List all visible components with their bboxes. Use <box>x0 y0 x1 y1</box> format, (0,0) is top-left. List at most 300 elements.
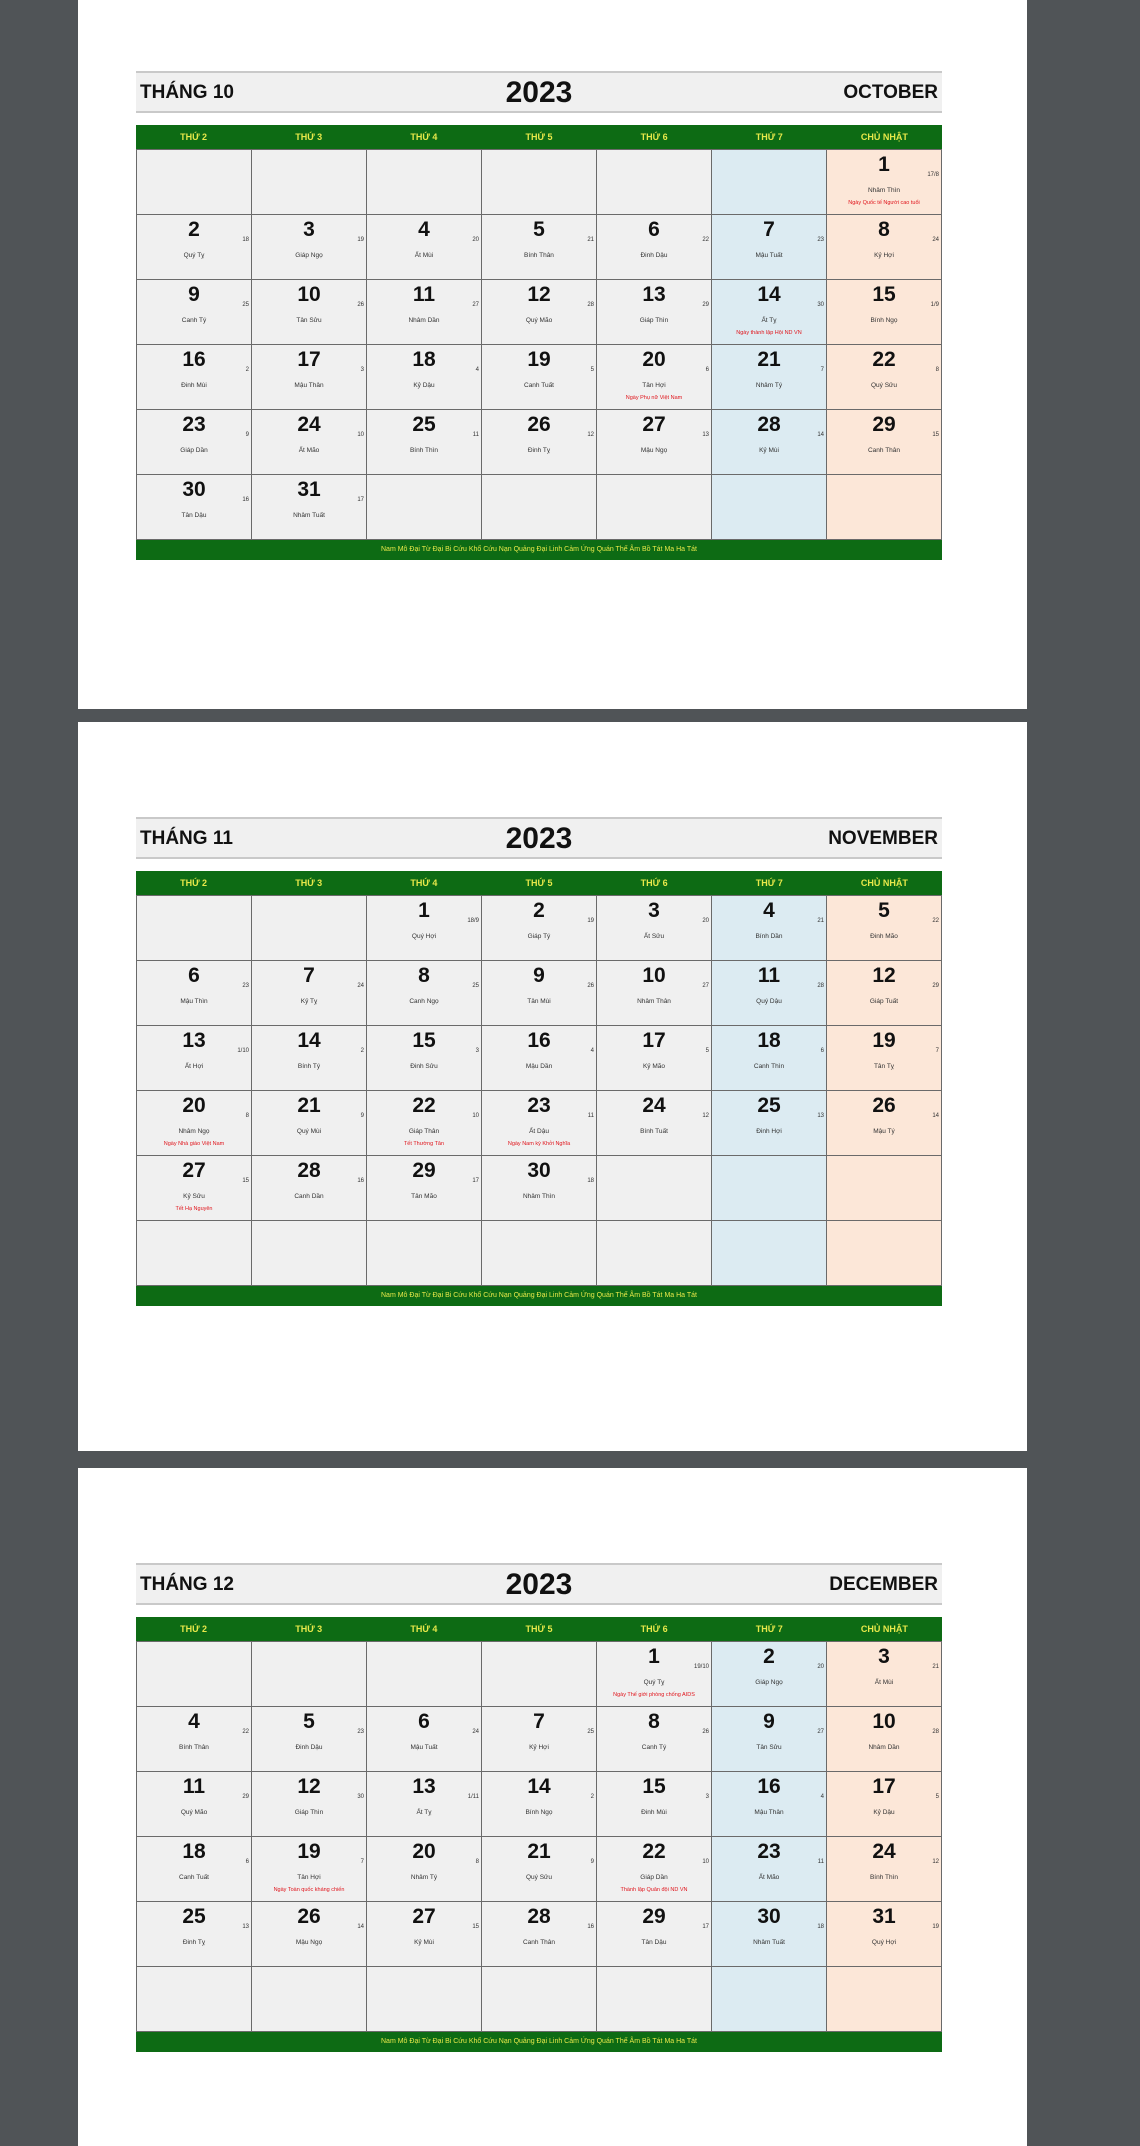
day-cell <box>367 150 482 215</box>
day-cell[interactable] <box>137 1837 252 1902</box>
can-chi-label: Ất Tỵ <box>416 1809 432 1816</box>
can-chi-label: Canh Dần <box>294 1193 324 1200</box>
day-cell <box>597 1221 712 1286</box>
can-chi-label: Kỷ Mùi <box>759 447 779 454</box>
can-chi-label: Quý Tỵ <box>183 252 205 259</box>
can-chi-label: Bính Ngọ <box>870 317 898 324</box>
day-number: 26 <box>872 1094 896 1117</box>
lunar-date: 15 <box>932 432 939 438</box>
day-cell[interactable] <box>367 961 482 1026</box>
can-chi-label: Đinh Hợi <box>756 1128 782 1135</box>
can-chi-label: Đinh Mùi <box>181 382 207 389</box>
can-chi-label: Giáp Thìn <box>639 317 669 324</box>
weekday-label: THỨ 7 <box>755 878 783 888</box>
day-cell <box>482 1967 597 2032</box>
lunar-date: 12 <box>932 1859 939 1865</box>
can-chi-label: Đinh Dậu <box>640 252 668 259</box>
day-number: 1 <box>648 1645 660 1668</box>
day-number: 3 <box>648 899 660 922</box>
can-chi-label: Ất Mùi <box>874 1679 894 1686</box>
holiday-note: Ngày Nhà giáo Việt Nam <box>163 1141 225 1147</box>
can-chi-label: Canh Tuất <box>524 382 554 389</box>
day-cell[interactable] <box>712 1026 827 1091</box>
day-cell <box>137 1642 252 1707</box>
day-cell <box>597 475 712 540</box>
day-cell[interactable] <box>137 410 252 475</box>
year-title: 2023 <box>505 76 573 109</box>
day-cell[interactable] <box>482 215 597 280</box>
lunar-date: 24 <box>932 237 939 243</box>
day-cell[interactable] <box>827 1026 942 1091</box>
day-cell[interactable] <box>367 896 482 961</box>
day-number: 28 <box>527 1905 551 1928</box>
can-chi-label: Kỷ Dậu <box>413 382 435 389</box>
day-grid <box>136 895 942 1286</box>
day-cell[interactable] <box>597 961 712 1026</box>
day-cell <box>137 150 252 215</box>
lunar-date: 16 <box>242 497 249 503</box>
day-cell[interactable] <box>712 410 827 475</box>
lunar-date: 4 <box>475 367 479 373</box>
day-number: 8 <box>878 218 890 241</box>
can-chi-label: Đinh Mão <box>870 933 898 940</box>
day-cell[interactable] <box>712 1772 827 1837</box>
lunar-date: 7 <box>935 1048 939 1054</box>
day-cell[interactable] <box>482 410 597 475</box>
can-chi-label: Mậu Tuất <box>410 1744 438 1751</box>
holiday-note: Ngày Quốc tế Người cao tuổi <box>848 200 920 206</box>
day-cell[interactable] <box>712 1642 827 1707</box>
can-chi-label: Mậu Thân <box>294 382 324 389</box>
day-number: 7 <box>763 218 775 241</box>
day-cell <box>482 150 597 215</box>
day-cell[interactable] <box>827 345 942 410</box>
can-chi-label: Nhâm Tý <box>755 382 783 389</box>
day-number: 11 <box>182 1775 206 1798</box>
day-number: 3 <box>878 1645 890 1668</box>
day-cell[interactable] <box>482 1156 597 1221</box>
day-cell[interactable] <box>827 1837 942 1902</box>
month-vietnamese-title: THÁNG 11 <box>140 828 233 849</box>
lunar-date: 28 <box>817 983 824 989</box>
can-chi-label: Bính Thìn <box>409 447 439 454</box>
day-number: 18 <box>412 348 436 371</box>
day-cell[interactable] <box>482 1026 597 1091</box>
lunar-date: 13 <box>817 1113 824 1119</box>
day-cell[interactable] <box>827 1091 942 1156</box>
day-number: 16 <box>182 348 206 371</box>
day-number: 10 <box>297 283 321 306</box>
day-cell[interactable] <box>137 1091 252 1156</box>
lunar-date: 14 <box>817 432 824 438</box>
day-cell[interactable] <box>137 1772 252 1837</box>
day-cell[interactable] <box>827 280 942 345</box>
can-chi-label: Canh Thân <box>867 447 901 454</box>
month-header <box>136 817 942 859</box>
weekday-header-row <box>136 125 942 149</box>
can-chi-label: Bính Thân <box>179 1744 209 1751</box>
lunar-date: 3 <box>705 1794 709 1800</box>
lunar-date: 28 <box>587 302 594 308</box>
lunar-date: 20 <box>472 237 479 243</box>
can-chi-label: Quý Hợi <box>411 933 437 940</box>
day-number: 10 <box>872 1710 896 1733</box>
day-cell[interactable] <box>252 1707 367 1772</box>
day-number: 14 <box>527 1775 551 1798</box>
can-chi-label: Canh Thìn <box>753 1063 785 1070</box>
day-cell[interactable] <box>827 1902 942 1967</box>
day-cell[interactable] <box>827 215 942 280</box>
day-cell[interactable] <box>482 1091 597 1156</box>
day-cell[interactable] <box>252 345 367 410</box>
calendar-october <box>136 71 942 560</box>
day-cell[interactable] <box>712 280 827 345</box>
day-cell[interactable] <box>482 345 597 410</box>
day-cell[interactable] <box>597 1837 712 1902</box>
day-number: 11 <box>757 964 781 987</box>
day-number: 4 <box>418 218 430 241</box>
day-cell[interactable] <box>137 1902 252 1967</box>
lunar-date: 17/8 <box>927 172 939 178</box>
day-number: 2 <box>188 218 200 241</box>
day-number: 4 <box>763 899 775 922</box>
day-number: 28 <box>757 413 781 436</box>
day-number: 27 <box>412 1905 436 1928</box>
day-cell[interactable] <box>482 1837 597 1902</box>
lunar-date: 17 <box>472 1178 479 1184</box>
day-number: 31 <box>872 1905 896 1928</box>
can-chi-label: Nhâm Tý <box>410 1874 438 1881</box>
day-cell[interactable] <box>367 410 482 475</box>
day-number: 26 <box>297 1905 321 1928</box>
can-chi-label: Nhâm Thân <box>637 998 671 1005</box>
day-cell[interactable] <box>252 1837 367 1902</box>
day-cell[interactable] <box>137 1707 252 1772</box>
day-number: 12 <box>297 1775 321 1798</box>
day-cell[interactable] <box>252 1091 367 1156</box>
day-number: 12 <box>527 283 551 306</box>
day-cell <box>367 1967 482 2032</box>
day-cell[interactable] <box>597 1026 712 1091</box>
day-number: 18 <box>182 1840 206 1863</box>
weekday-label: THỨ 6 <box>640 878 668 888</box>
can-chi-label: Canh Tuất <box>179 1874 209 1881</box>
day-number: 21 <box>527 1840 551 1863</box>
day-number: 14 <box>757 283 781 306</box>
can-chi-label: Đinh Dậu <box>295 1744 323 1751</box>
day-cell[interactable] <box>482 961 597 1026</box>
holiday-note: Ngày Phụ nữ Việt Nam <box>625 395 683 401</box>
day-cell[interactable] <box>712 1902 827 1967</box>
day-number: 21 <box>297 1094 321 1117</box>
day-cell <box>252 1967 367 2032</box>
can-chi-label: Giáp Dần <box>180 447 208 454</box>
day-number: 30 <box>527 1159 551 1182</box>
lunar-date: 11 <box>472 432 479 438</box>
can-chi-label: Tân Mùi <box>527 998 551 1005</box>
can-chi-label: Kỷ Dậu <box>873 1809 895 1816</box>
day-cell <box>137 1967 252 2032</box>
day-cell[interactable] <box>137 215 252 280</box>
day-cell[interactable] <box>597 345 712 410</box>
day-cell[interactable] <box>827 1642 942 1707</box>
weekday-header-row <box>136 871 942 895</box>
footer-prayer: Nam Mô Đại Từ Đại Bi Cứu Khổ Cứu Nạn Quảng Đại Linh Cảm Ứng Quán Thế Âm Bồ Tát Ma Ha Tát <box>136 2032 942 2052</box>
day-cell[interactable] <box>827 896 942 961</box>
day-cell <box>367 1642 482 1707</box>
day-cell <box>137 896 252 961</box>
day-cell[interactable] <box>137 280 252 345</box>
day-cell[interactable] <box>137 1156 252 1221</box>
day-cell[interactable] <box>252 1902 367 1967</box>
day-cell[interactable] <box>367 1091 482 1156</box>
day-cell <box>252 896 367 961</box>
can-chi-label: Kỷ Tỵ <box>300 998 318 1005</box>
day-cell[interactable] <box>827 150 942 215</box>
can-chi-label: Bính Ngọ <box>525 1809 553 1816</box>
can-chi-label: Mậu Ngọ <box>295 1939 323 1946</box>
day-cell[interactable] <box>252 961 367 1026</box>
day-cell[interactable] <box>712 215 827 280</box>
day-cell[interactable] <box>482 1707 597 1772</box>
day-cell[interactable] <box>597 1772 712 1837</box>
day-number: 3 <box>303 218 315 241</box>
lunar-date: 25 <box>587 1729 594 1735</box>
calendar-november <box>136 817 942 1306</box>
day-number: 25 <box>412 413 436 436</box>
weekday-label: CHỦ NHẬT <box>860 132 908 142</box>
can-chi-label: Canh Ngọ <box>409 998 439 1005</box>
year-title: 2023 <box>505 1568 573 1601</box>
can-chi-label: Mậu Dần <box>525 1063 553 1070</box>
lunar-date: 2 <box>590 1794 594 1800</box>
day-cell[interactable] <box>597 1642 712 1707</box>
lunar-date: 5 <box>935 1794 939 1800</box>
can-chi-label: Mậu Thìn <box>180 998 208 1005</box>
day-cell[interactable] <box>252 1156 367 1221</box>
day-cell[interactable] <box>367 1026 482 1091</box>
can-chi-label: Quý Mão <box>525 317 553 324</box>
can-chi-label: Tân Dậu <box>181 512 207 519</box>
day-cell[interactable] <box>252 1772 367 1837</box>
day-number: 19 <box>527 348 551 371</box>
day-number: 14 <box>297 1029 321 1052</box>
lunar-date: 20 <box>702 918 709 924</box>
weekday-label: THỨ 4 <box>410 1624 438 1634</box>
can-chi-label: Đinh Tỵ <box>527 447 551 454</box>
day-cell <box>252 1642 367 1707</box>
day-number: 28 <box>297 1159 321 1182</box>
month-header <box>136 71 942 113</box>
day-number: 29 <box>872 413 896 436</box>
day-number: 21 <box>757 348 781 371</box>
day-number: 2 <box>763 1645 775 1668</box>
day-cell <box>827 1967 942 2032</box>
day-cell[interactable] <box>367 1902 482 1967</box>
day-cell[interactable] <box>712 1091 827 1156</box>
can-chi-label: Tân Tỵ <box>873 1063 895 1070</box>
day-number: 13 <box>182 1029 206 1052</box>
day-number: 1 <box>878 153 890 176</box>
holiday-note: Tết Hạ Nguyên <box>175 1206 213 1212</box>
day-cell[interactable] <box>712 345 827 410</box>
lunar-date: 27 <box>472 302 479 308</box>
day-cell[interactable] <box>137 961 252 1026</box>
holiday-note: Tết Thường Tân <box>403 1141 445 1147</box>
lunar-date: 25 <box>242 302 249 308</box>
day-cell <box>597 150 712 215</box>
day-number: 7 <box>303 964 315 987</box>
can-chi-label: Quý Sửu <box>870 382 898 389</box>
can-chi-label: Đinh Tỵ <box>182 1939 206 1946</box>
day-cell <box>482 475 597 540</box>
day-cell[interactable] <box>367 1837 482 1902</box>
day-cell[interactable] <box>367 1156 482 1221</box>
can-chi-label: Ất Mùi <box>414 252 434 259</box>
day-cell[interactable] <box>137 475 252 540</box>
month-header <box>136 1563 942 1605</box>
can-chi-label: Quý Hợi <box>871 1939 897 1946</box>
can-chi-label: Tân Dậu <box>641 1939 667 1946</box>
day-cell[interactable] <box>252 215 367 280</box>
weekday-label: THỨ 3 <box>295 878 323 888</box>
day-number: 7 <box>533 1710 545 1733</box>
day-number: 25 <box>182 1905 206 1928</box>
day-cell[interactable] <box>597 1707 712 1772</box>
lunar-date: 9 <box>590 1859 594 1865</box>
weekday-label: THỨ 4 <box>410 132 438 142</box>
day-cell[interactable] <box>137 1026 252 1091</box>
day-cell[interactable] <box>597 410 712 475</box>
day-cell[interactable] <box>827 1772 942 1837</box>
day-cell[interactable] <box>367 215 482 280</box>
day-cell[interactable] <box>827 1707 942 1772</box>
lunar-date: 13 <box>242 1924 249 1930</box>
day-number: 16 <box>757 1775 781 1798</box>
lunar-date: 6 <box>245 1859 249 1865</box>
lunar-date: 29 <box>932 983 939 989</box>
day-cell[interactable] <box>712 961 827 1026</box>
day-cell[interactable] <box>712 896 827 961</box>
day-cell[interactable] <box>482 1772 597 1837</box>
day-cell <box>367 1221 482 1286</box>
day-cell[interactable] <box>482 1902 597 1967</box>
lunar-date: 8 <box>245 1113 249 1119</box>
day-cell <box>252 1221 367 1286</box>
day-cell[interactable] <box>252 410 367 475</box>
day-cell[interactable] <box>137 345 252 410</box>
day-cell[interactable] <box>597 896 712 961</box>
lunar-date: 19 <box>357 237 364 243</box>
day-number: 23 <box>182 413 206 436</box>
can-chi-label: Bính Thìn <box>869 1874 899 1881</box>
can-chi-label: Giáp Ngọ <box>295 252 323 259</box>
weekday-label: CHỦ NHẬT <box>860 878 908 888</box>
day-cell[interactable] <box>827 961 942 1026</box>
day-number: 29 <box>642 1905 666 1928</box>
weekday-label: THỨ 2 <box>180 878 208 888</box>
day-cell[interactable] <box>367 345 482 410</box>
day-cell[interactable] <box>712 1837 827 1902</box>
day-cell[interactable] <box>597 280 712 345</box>
can-chi-label: Nhâm Tuất <box>753 1939 785 1946</box>
weekday-label: THỨ 7 <box>755 132 783 142</box>
footer-prayer: Nam Mô Đại Từ Đại Bi Cứu Khổ Cứu Nạn Quảng Đại Linh Cảm Ứng Quán Thế Âm Bồ Tát Ma Ha Tát <box>136 1286 942 1306</box>
day-cell[interactable] <box>597 1902 712 1967</box>
holiday-note: Ngày Toàn quốc kháng chiến <box>273 1887 345 1893</box>
day-cell <box>827 1221 942 1286</box>
day-number: 31 <box>297 478 321 501</box>
day-cell[interactable] <box>252 475 367 540</box>
weekday-label: THỨ 3 <box>295 1624 323 1634</box>
day-cell[interactable] <box>367 1772 482 1837</box>
lunar-date: 21 <box>932 1664 939 1670</box>
lunar-date: 6 <box>705 367 709 373</box>
weekday-label: THỨ 7 <box>755 1624 783 1634</box>
can-chi-label: Kỷ Sửu <box>183 1193 205 1200</box>
lunar-date: 2 <box>360 1048 364 1054</box>
lunar-date: 30 <box>817 302 824 308</box>
can-chi-label: Nhâm Thìn <box>522 1193 556 1200</box>
lunar-date: 1/10 <box>237 1048 249 1054</box>
day-cell <box>827 1156 942 1221</box>
day-cell[interactable] <box>367 280 482 345</box>
day-cell[interactable] <box>597 215 712 280</box>
day-number: 13 <box>642 283 666 306</box>
day-number: 18 <box>757 1029 781 1052</box>
day-cell[interactable] <box>827 410 942 475</box>
day-number: 30 <box>182 478 206 501</box>
lunar-date: 24 <box>357 983 364 989</box>
lunar-date: 11 <box>817 1859 824 1865</box>
day-number: 15 <box>412 1029 436 1052</box>
day-cell[interactable] <box>252 1026 367 1091</box>
day-number: 10 <box>642 964 666 987</box>
day-cell[interactable] <box>367 1707 482 1772</box>
lunar-date: 18 <box>242 237 249 243</box>
day-cell[interactable] <box>482 280 597 345</box>
day-number: 11 <box>412 283 436 306</box>
can-chi-label: Giáp Thân <box>408 1128 440 1135</box>
weekday-label: THỨ 5 <box>525 878 553 888</box>
lunar-date: 10 <box>357 432 364 438</box>
lunar-date: 3 <box>475 1048 479 1054</box>
day-cell[interactable] <box>252 280 367 345</box>
day-cell <box>137 1221 252 1286</box>
can-chi-label: Quý Mão <box>180 1809 208 1816</box>
lunar-date: 19 <box>587 918 594 924</box>
can-chi-label: Giáp Thìn <box>294 1809 324 1816</box>
lunar-date: 5 <box>590 367 594 373</box>
lunar-date: 25 <box>472 983 479 989</box>
lunar-date: 24 <box>472 1729 479 1735</box>
day-cell[interactable] <box>712 1707 827 1772</box>
can-chi-label: Kỷ Hợi <box>529 1744 549 1751</box>
can-chi-label: Quý Sửu <box>525 1874 553 1881</box>
day-number: 19 <box>872 1029 896 1052</box>
weekday-label: THỨ 5 <box>525 1624 553 1634</box>
lunar-date: 22 <box>242 1729 249 1735</box>
day-number: 4 <box>188 1710 200 1733</box>
lunar-date: 12 <box>702 1113 709 1119</box>
day-cell[interactable] <box>597 1091 712 1156</box>
day-number: 25 <box>757 1094 781 1117</box>
can-chi-label: Nhâm Dần <box>868 1744 900 1751</box>
can-chi-label: Bính Thân <box>524 252 554 259</box>
day-cell[interactable] <box>482 896 597 961</box>
day-number: 13 <box>412 1775 436 1798</box>
day-number: 15 <box>642 1775 666 1798</box>
